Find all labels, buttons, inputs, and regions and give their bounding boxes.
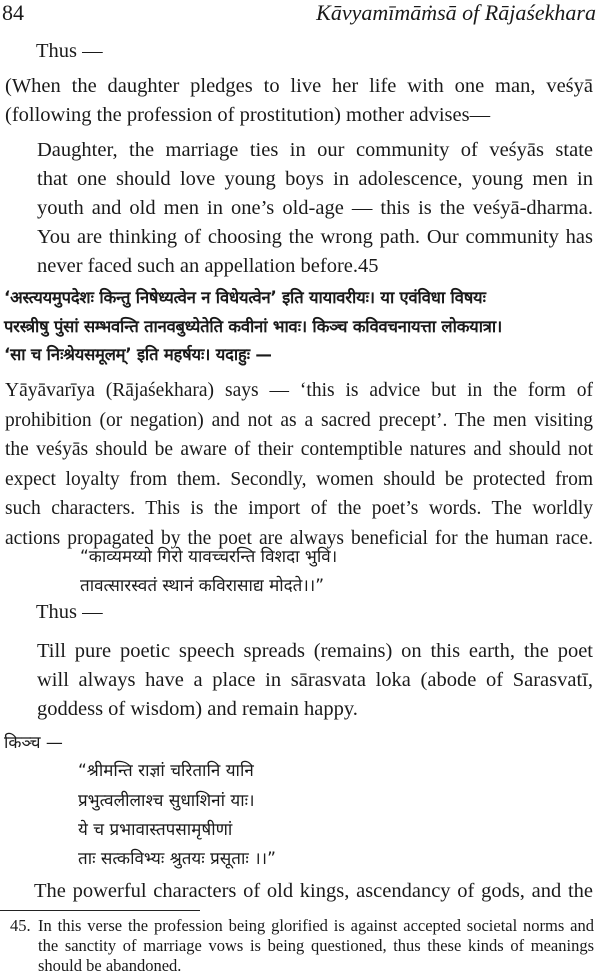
text-line: that one should love young boys in adolescence, young men in <box>37 168 593 190</box>
sanskrit-line: ‘सा च निःश्रेयसमूलम्’ इति महर्षयः। यदाहुः — <box>4 345 272 364</box>
footnote-line: should be abandoned. <box>38 956 182 975</box>
paragraph <box>34 877 593 906</box>
paragraph <box>5 376 593 553</box>
text-line: (When the daughter pledges to live her life with one man, veśyā <box>5 75 593 97</box>
text-line: You are thinking of choosing the wrong path. Our community has <box>37 226 593 248</box>
kinca-label: किञ्च — <box>4 733 63 753</box>
text-line: goddess of wisdom) and remain happy. <box>37 698 358 720</box>
verse-line: तावत्सारस्वतं स्थानं कविरासाद्य मोदते।।” <box>80 576 325 596</box>
sanskrit-line: ‘अस्त्ययमुपदेशः किन्तु निषेध्यत्वेन न विधेयत्वेन’ इति यायावरीयः। या एवंविधा विषयः <box>4 288 486 307</box>
footnote-text <box>38 916 594 976</box>
text-line: never faced such an appellation before.45 <box>37 255 379 277</box>
paragraph <box>37 637 593 724</box>
sanskrit-line: परस्त्रीषु पुंसां सम्भवन्ति तानवबुध्येतेति कवीनां भावः। किञ्च कविवचनायत्ता लोकयात्रा। <box>4 317 503 336</box>
text-line: expect loyalty from them. Secondly, women should be protected from <box>5 468 593 490</box>
text-line: such characters. This is the import of the poet’s words. The worldly <box>5 498 593 519</box>
thus-label: Thus — <box>36 40 103 62</box>
text-line: actions propagated by the poet are always beneficial for the human race. <box>5 527 593 549</box>
paragraph <box>37 136 593 281</box>
footnote-line: the sanctity of marriage vows is being questioned, thus these kinds of meanings <box>38 936 594 955</box>
footnote-number: 45. <box>10 916 31 935</box>
verse-line: प्रभुत्वलीलाश्च सुधाशिनां याः। <box>78 791 255 811</box>
footnote-line: In this verse the profession being glorified is against accepted societal norms and <box>38 916 594 935</box>
text-line: Yāyāvarīya (Rājaśekhara) says — ‘this is advice but in the form of <box>5 380 593 401</box>
paragraph <box>5 72 593 130</box>
verse-line: ये च प्रभावास्तपसामृषीणां <box>78 820 233 840</box>
text-line: the veśyās should be aware of their contemptible natures and should not <box>5 439 593 460</box>
verse-line: “काव्यमय्यो गिरो यावच्चरन्ति विशदा भुवि। <box>80 547 338 567</box>
text-line: prohibition (or negation) and not as a sacred precept’. The men visiting <box>5 409 593 431</box>
text-line: will always have a place in sārasvata loka (abode of Sarasvatī, <box>37 669 593 691</box>
text-line: (following the profession of prostitution) mother advises— <box>5 104 491 126</box>
footnote-rule <box>0 910 200 911</box>
text-line: Daughter, the marriage ties in our community of veśyās state <box>37 139 593 161</box>
running-title: Kāvyamīmāṁsā of Rājaśekhara <box>316 0 596 25</box>
text-line: Till pure poetic speech spreads (remains) on this earth, the poet <box>37 640 593 662</box>
text-line: youth and old men in one’s old-age — this is the veśyā-dharma. <box>37 197 593 219</box>
thus-label: Thus — <box>36 601 103 623</box>
page-number: 84 <box>2 0 24 25</box>
verse-line: ताः सत्कविभ्यः श्रुतयः प्रसूताः ।।” <box>78 849 276 869</box>
verse-line: “श्रीमन्ति राज्ञां चरितानि यानि <box>78 761 254 781</box>
text-line: The powerful characters of old kings, ascendancy of gods, and the <box>34 880 593 902</box>
